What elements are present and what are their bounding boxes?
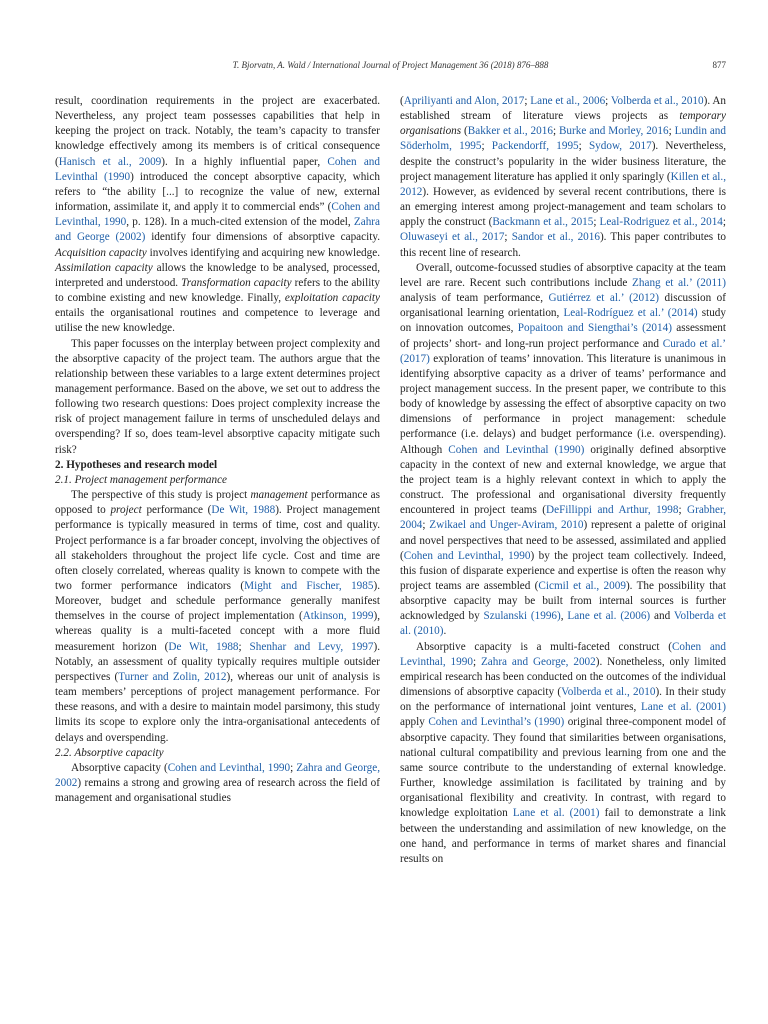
citation-link[interactable]: Shenhar and Levy, 1997: [249, 640, 374, 653]
page-number: 877: [712, 60, 726, 70]
paragraph: result, coordination requirements in the project are exacerbated. Nevertheless, any project team possesses capabilities that help in keeping the project on track. Notably, the team’s capacity to transfer knowledge effectively among its members is of critical consequence (Hanisch et al., 2009). In a highly influential paper, Cohen and Levinthal (1990) introduced the concept absorptive capacity, which refers to “the ability [...] to recognize the value of new, external information, assimilate it, and apply it to commercial ends” (Cohen and Levinthal, 1990, p. 128). In a much-cited extension of the model, Zahra and George (2002) identify four dimensions of absorptive capacity. Acquisition capacity involves identifying and acquiring new knowledge. Assimilation capacity allows the knowledge to be analysed, processed, interpreted and understood. Transformation capacity refers to the ability to combine existing and new knowledge. Finally, exploitation capacity entails the organisational routines and competence to leverage and utilise the new knowledge.: [55, 95, 381, 335]
left-column: [55, 94, 380, 806]
citation-link[interactable]: Bakker et al., 2016: [467, 125, 553, 138]
citation-link[interactable]: Might and Fischer, 1985: [244, 580, 374, 592]
citation-link[interactable]: Turner and Zolin, 2012: [118, 670, 227, 683]
citation-link[interactable]: Volberda et al., 2010: [610, 95, 704, 107]
citation-link[interactable]: De Wit, 1988: [168, 640, 239, 653]
citation-link[interactable]: Cohen and Levinthal, 1990: [55, 201, 380, 229]
paragraph: (Apriliyanti and Alon, 2017; Lane et al., 2006; Volberda et al., 2010). An established stream of literature views projects as temporary organisations (Bakker et al., 2016; Burke and Morley, 2016; Lundin and Söderholm, 1995; Packendorff, 1995; Sydow, 2017). Nevertheless, despite the construct’s popularity in the wider business literature, the project management literature has applied it only sparingly (Killen et al., 2012). However, as evidenced by several recent contributions, there is an emerging interest among project-management and team scholars to apply the construct (Backmann et al., 2015; Leal-Rodriguez et al., 2014; Oluwaseyi et al., 2017; Sandor et al., 2016). This paper contributes to this recent line of research.: [400, 95, 727, 259]
citation-link[interactable]: Lane et al. (2001): [512, 807, 600, 820]
running-header: [55, 60, 726, 74]
citation-link[interactable]: Oluwaseyi et al., 2017: [400, 231, 505, 244]
subsection-heading: 2.1. Project management performance: [55, 473, 228, 486]
citation-link[interactable]: Burke and Morley, 2016: [558, 125, 669, 138]
citation-link[interactable]: Lane et al. (2001): [640, 701, 726, 714]
subsection-heading: 2.2. Absorptive capacity: [55, 746, 164, 759]
citation-link[interactable]: Killen et al., 2012: [400, 170, 726, 198]
citation-link[interactable]: Popaitoon and Siengthai’s (2014): [517, 322, 672, 335]
citation-link[interactable]: Lane et al., 2006: [530, 95, 606, 107]
citation-link[interactable]: Gutiérrez et al.’ (2012): [548, 292, 660, 305]
citation-link[interactable]: Leal-Rodríguez et al.’ (2014): [563, 307, 698, 320]
citation-link[interactable]: Hanisch et al., 2009: [58, 155, 162, 168]
citation-link[interactable]: Lane et al. (2006): [567, 610, 651, 623]
paragraph: Absorptive capacity is a multi-faceted construct (Cohen and Levinthal, 1990; Zahra and George, 2002). Nonetheless, only limited empirical research has been conducted on the outcomes of the individual dimensions of absorptive capacity (Volberda et al., 2010). In their study on the performance of international joint ventures, Lane et al. (2001) apply Cohen and Levinthal’s (1990) original three-component model of absorptive capacity. They found that similarities between organisations, national cultural compatibility and previous learning from one and the same source contribute to the understanding of external knowledge. Further, knowledge assimilation is facilitated by training and by organisational flexibility and creativity. In contrast, with regard to knowledge exploitation Lane et al. (2001) fail to demonstrate a link between the understanding and assimilation of new knowledge, on the one hand, and performance in terms of market shares and financial results on: [400, 640, 727, 865]
citation-link[interactable]: Volberda et al. (2010): [400, 610, 726, 638]
paragraph: The perspective of this study is project management performance as opposed to project performance (De Wit, 1988). Project management performance is typically measured in terms of time, cost and quality. Project performance is a far broader concept, involving the objectives of all stakeholders throughout the project life cycle. Cost and time are often closely correlated, whereas quality is known to compete with the two former performance indicators (Might and Fischer, 1985). Moreover, budget and schedule performance generally manifest themselves in the course of project implementation (Atkinson, 1999), whereas quality is a multi-faceted concept with a more fluid measurement horizon (De Wit, 1988; Shenhar and Levy, 1997). Notably, an assessment of quality typically requires multiple outsider perspectives (Turner and Zolin, 2012), whereas our unit of analysis is team members’ perceptions of project management performance. For these reasons, and with a desire to maintain model parsimony, this study limits its scope to explore only the intra-organisational antecedents of delays and overspending.: [55, 489, 381, 744]
citation-link[interactable]: Sydow, 2017: [588, 140, 652, 153]
citation-link[interactable]: Zahra and George (2002): [55, 216, 380, 244]
citation-link[interactable]: Cohen and Levinthal, 1990: [403, 549, 531, 562]
citation-link[interactable]: Leal-Rodriguez et al., 2014: [599, 216, 723, 229]
citation-link[interactable]: Szulanski (1996): [483, 610, 561, 623]
citation-link[interactable]: Cohen and Levinthal, 1990: [400, 640, 726, 668]
citation-link[interactable]: Sandor et al., 2016: [511, 231, 600, 244]
citation-link[interactable]: DeFillippi and Arthur, 1998: [546, 504, 679, 517]
citation-link[interactable]: Curado et al.’ (2017): [400, 337, 726, 365]
citation-link[interactable]: Atkinson, 1999: [302, 610, 374, 623]
citation-link[interactable]: Zahra and George, 2002: [55, 761, 380, 790]
paragraph: Overall, outcome-focussed studies of absorptive capacity at the team level are rare. Recent such contributions include Zhang et al.’ (2011) analysis of team performance, Gutiérrez et al.’ (2012) discussion of organisational learning orientation, Leal-Rodríguez et al.’ (2014) study on innovation outcomes, Popaitoon and Siengthai’s (2014) assessment of projects’ short- and long-run project performance and Curado et al.’ (2017) exploration of teams’ innovation. This literature is unanimous in identifying absorptive capacity as a driver of teams’ performance and project management success. In the present paper, we contribute to this body of knowledge by assessing the effect of absorptive capacity on two dimensions of performance in project management: schedule performance (i.e. delays) and budget performance (i.e. overspending). Although Cohen and Levinthal (1990) originally defined absorptive capacity in the context of new and external knowledge, we argue that the project team is a highly relevant context in which to apply the construct. The professional and organisational diversity frequently encountered in project teams (DeFillippi and Arthur, 1998; Grabher, 2004; Zwikael and Unger-Aviram, 2010) represent a palette of original and novel perspectives that need to be assessed, assimilated and applied (Cohen and Levinthal, 1990) by the project team collectively. Indeed, this fusion of disparate experience and expertise is often the reason why project teams are assembled (Cicmil et al., 2009). The possibility that absorptive capacity may be built from internal sources is further acknowledged by Szulanski (1996), Lane et al. (2006) and Volberda et al. (2010).: [400, 261, 727, 638]
citation-link[interactable]: Zahra and George, 2002: [480, 655, 596, 668]
citation-link[interactable]: Cicmil et al., 2009: [538, 580, 626, 592]
citation-link[interactable]: Volberda et al., 2010: [561, 686, 656, 699]
running-title: T. Bjorvatn, A. Wald / International Journal of Project Management 36 (2018) 876–888: [232, 60, 549, 70]
citation-link[interactable]: Cohen and Levinthal’s (1990): [428, 716, 565, 729]
citation-link[interactable]: Apriliyanti and Alon, 2017: [403, 95, 525, 107]
paragraph: Absorptive capacity (Cohen and Levinthal, 1990; Zahra and George, 2002) remains a strong and growing area of research across the field of management and organisational studies: [55, 761, 380, 805]
citation-link[interactable]: Cohen and Levinthal (1990: [55, 155, 380, 183]
citation-link[interactable]: Backmann et al., 2015: [492, 216, 594, 229]
citation-link[interactable]: Packendorff, 1995: [491, 140, 579, 153]
citation-link[interactable]: Grabher, 2004: [400, 504, 727, 532]
citation-link[interactable]: Cohen and Levinthal (1990): [448, 443, 585, 456]
citation-link[interactable]: De Wit, 1988: [211, 504, 276, 517]
section-heading: 2. Hypotheses and research model: [55, 458, 218, 471]
citation-link[interactable]: Lundin and Söderholm, 1995: [400, 125, 726, 153]
citation-link[interactable]: Cohen and Levinthal, 1990: [167, 761, 291, 774]
citation-link[interactable]: Zwikael and Unger-Aviram, 2010: [429, 519, 584, 532]
citation-link[interactable]: Zhang et al.’ (2011): [632, 276, 726, 289]
paragraph: This paper focusses on the interplay between project complexity and the absorptive capacity of the project team. The authors argue that the relationship between these variables to a large extent determines project management performance. Based on the above, we set out to address the following two research questions: Does project complexity increase the risk of project management failure in terms of unscheduled delays and overspending? If so, does team-level absorptive capacity mitigate such risk?: [55, 337, 380, 456]
right-column: [400, 94, 726, 867]
